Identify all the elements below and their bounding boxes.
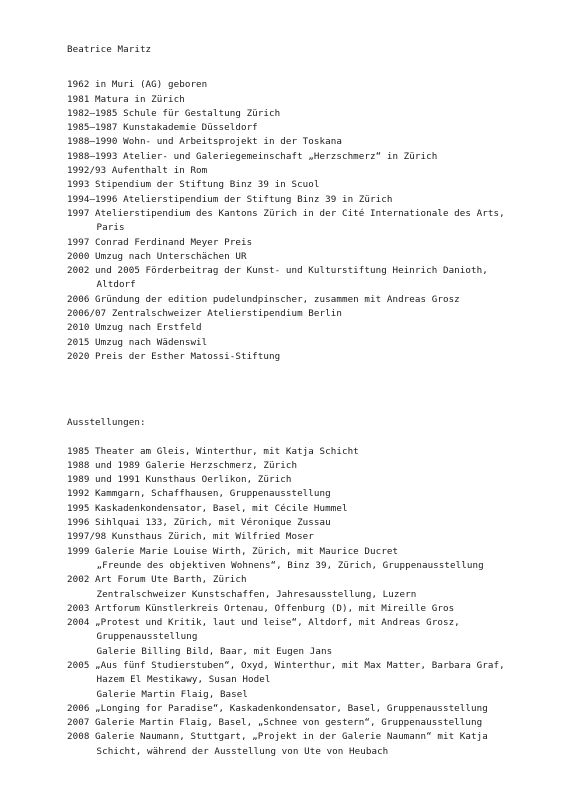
- entry-text: 1985–1987 Kunstakademie Düsseldorf: [67, 122, 258, 134]
- exhibition-entry: [67, 659, 547, 702]
- exhibition-entry: [67, 530, 547, 544]
- bio-entry: [67, 178, 547, 192]
- exhibition-entry: [67, 602, 547, 616]
- entry-text: 1989 und 1991 Kunsthaus Oerlikon, Zürich: [67, 474, 292, 486]
- bio-entry: [67, 236, 547, 250]
- bio-entry: [67, 135, 547, 149]
- entry-text: 2002 und 2005 Förderbeitrag der Kunst- und Kulturstiftung Heinrich Danioth,: [67, 265, 488, 277]
- entry-continuation: Hazem El Mestikawy, Susan Hodel: [96, 674, 271, 686]
- entry-text: 2006 Gründung der edition pudelundpinscher, zusammen mit Andreas Grosz: [67, 293, 460, 305]
- entry-text: 2007 Galerie Martin Flaig, Basel, „Schnee von gestern“, Gruppenausstellung: [67, 717, 483, 729]
- bio-entry: [67, 164, 547, 178]
- entry-continuation: Galerie Martin Flaig, Basel: [96, 688, 249, 700]
- entry-text: 1993 Stipendium der Stiftung Binz 39 in Scuol: [67, 179, 320, 191]
- entry-text: 1985 Theater am Gleis, Winterthur, mit Katja Schicht: [67, 445, 359, 457]
- exhibition-entry: [67, 473, 547, 487]
- bio-entry: [67, 150, 547, 164]
- entry-text: 1997 Conrad Ferdinand Meyer Preis: [67, 236, 253, 248]
- bio-entry: [67, 207, 547, 236]
- bio-entry: [67, 193, 547, 207]
- exhibition-entry: [67, 716, 547, 730]
- bio-entry: [67, 107, 547, 121]
- exhibitions-list: [67, 445, 547, 760]
- entry-text: 2003 Artforum Künstlerkreis Ortenau, Offenburg (D), mit Mireille Gros: [67, 602, 455, 614]
- artist-name: Beatrice Maritz: [67, 44, 152, 55]
- exhibition-entry: [67, 459, 547, 473]
- exhibition-entry: [67, 545, 547, 574]
- bio-entry: [67, 321, 547, 335]
- bio-entry: [67, 78, 547, 92]
- entry-text: 1999 Galerie Marie Louise Wirth, Zürich, mit Maurice Ducret: [67, 545, 399, 557]
- entry-continuation: Gruppenausstellung: [96, 631, 198, 643]
- exhibition-entry: [67, 730, 547, 759]
- entry-text: 1988–1990 Wohn- und Arbeitsprojekt in der Toskana: [67, 136, 342, 148]
- bio-entry: [67, 121, 547, 135]
- entry-text: 2002 Art Forum Ute Barth, Zürich: [67, 574, 247, 586]
- entry-text: 2010 Umzug nach Erstfeld: [67, 322, 202, 334]
- entry-text: 1992/93 Aufenthalt in Rom: [67, 165, 208, 177]
- entry-text: 1962 in Muri (AG) geboren: [67, 79, 208, 91]
- entry-text: 1994–1996 Atelierstipendium der Stiftung Binz 39 in Zürich: [67, 193, 393, 205]
- exhibition-entry: [67, 616, 547, 659]
- entry-text: 1988 und 1989 Galerie Herzschmerz, Zürich: [67, 459, 298, 471]
- bio-entry: [67, 250, 547, 264]
- exhibition-entry: [67, 502, 547, 516]
- entry-text: 1997 Atelierstipendium des Kantons Zürich in der Cité Internationale des Arts,: [67, 207, 505, 219]
- bio-entry: [67, 264, 547, 293]
- entry-continuation: Altdorf: [96, 279, 136, 291]
- entry-text: 1995 Kaskadenkondensator, Basel, mit Cécile Hummel: [67, 502, 348, 514]
- entry-text: 2000 Umzug nach Unterschächen UR: [67, 250, 247, 262]
- entry-text: 1988–1993 Atelier- und Galeriegemeinschaft „Herzschmerz“ in Zürich: [67, 150, 438, 162]
- entry-text: 2005 „Aus fünf Studierstuben“, Oxyd, Winterthur, mit Max Matter, Barbara Graf,: [67, 659, 505, 671]
- entry-continuation: Paris: [96, 222, 125, 234]
- exhibition-entry: [67, 487, 547, 501]
- bio-entry: [67, 293, 547, 307]
- entry-text: 1996 Sihlquai 133, Zürich, mit Véronique Zussau: [67, 517, 331, 529]
- bio-entry: [67, 93, 547, 107]
- entry-continuation: „Freunde des objektiven Wohnens“, Binz 39, Zürich, Gruppenausstellung: [96, 559, 484, 571]
- entry-text: 2008 Galerie Naumann, Stuttgart, „Projekt in der Galerie Naumann“ mit Katja: [67, 731, 488, 743]
- document-page: [67, 43, 547, 759]
- exhibition-entry: [67, 516, 547, 530]
- exhibition-entry: [67, 445, 547, 459]
- entry-continuation: Zentralschweizer Kunstschaffen, Jahresausstellung, Luzern: [96, 588, 417, 600]
- entry-text: 2004 „Protest und Kritik, laut und leise“, Altdorf, mit Andreas Grosz,: [67, 617, 460, 629]
- exhibitions-heading: Ausstellungen:: [67, 417, 146, 429]
- exhibition-entry: [67, 573, 547, 602]
- entry-text: 1981 Matura in Zürich: [67, 93, 185, 105]
- entry-text: 2006 „Longing for Paradise“, Kaskadenkondensator, Basel, Gruppenausstellung: [67, 702, 488, 714]
- bio-entry: [67, 336, 547, 350]
- entry-continuation: Galerie Billing Bild, Baar, mit Eugen Jans: [96, 645, 333, 657]
- bio-entry: [67, 350, 547, 364]
- entry-text: 2020 Preis der Esther Matossi-Stiftung: [67, 350, 281, 362]
- entry-continuation: Schicht, während der Ausstellung von Ute von Heubach: [96, 745, 389, 757]
- exhibition-entry: [67, 702, 547, 716]
- biography-list: [67, 78, 547, 364]
- entry-text: 1992 Kammgarn, Schaffhausen, Gruppenausstellung: [67, 488, 331, 500]
- entry-text: 1982–1985 Schule für Gestaltung Zürich: [67, 107, 281, 119]
- entry-text: 2006/07 Zentralschweizer Atelierstipendium Berlin: [67, 308, 342, 320]
- entry-text: 2015 Umzug nach Wädenswil: [67, 336, 208, 348]
- entry-text: 1997/98 Kunsthaus Zürich, mit Wilfried Moser: [67, 531, 314, 543]
- bio-entry: [67, 307, 547, 321]
